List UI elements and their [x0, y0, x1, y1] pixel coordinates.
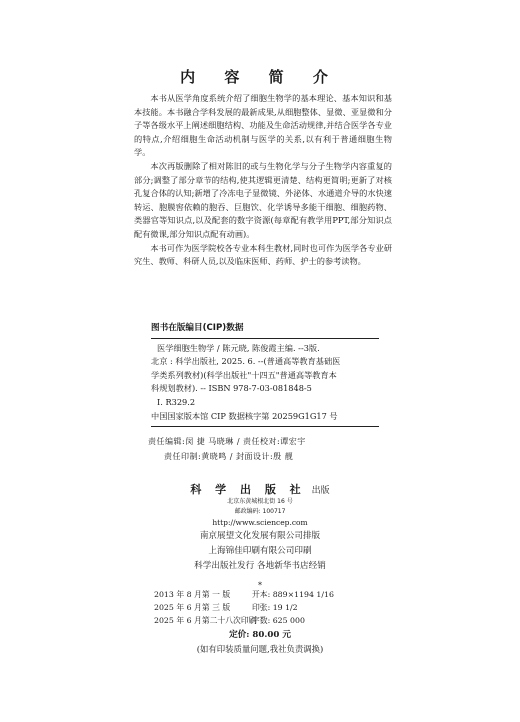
summary-paragraph: 本书可作为医学院校各专业本科生教材,同时也可作为医学各专业研究生、教师、科研人员,以及临床医师、药师、护士的参考读物。	[134, 242, 392, 267]
printer-line: 上海锦佳印刷有限公司印刷	[208, 546, 312, 556]
separator-star: *	[258, 581, 262, 590]
cip-body	[151, 342, 379, 424]
publisher-postcode: 邮政编码: 100717	[234, 508, 286, 515]
cip-line: Ⅰ. R329.2	[157, 396, 196, 407]
typesetter-line: 南京展望文化发展有限公司排版	[199, 531, 321, 541]
cip-block	[151, 322, 379, 427]
spec-row	[154, 588, 394, 601]
publisher-block	[0, 478, 520, 592]
format-info: 字数: 625 000	[252, 616, 305, 625]
editors-line: 责任印制:黄晓鸣 / 封面设计:殷 靓	[164, 452, 294, 461]
spec-row	[154, 614, 394, 627]
divider	[151, 426, 379, 427]
format-info: 印张: 19 1/2	[252, 603, 298, 612]
cip-heading: 图书在版编目(CIP)数据	[151, 323, 244, 333]
publisher-url: http://www.sciencep.com	[212, 518, 308, 527]
divider	[151, 338, 379, 339]
cip-line: 科规划教材). -- ISBN 978-7-03-081848-5	[151, 383, 312, 394]
cip-line: 北京 : 科学出版社, 2025. 6. --(普通高等教育基础医	[151, 356, 341, 367]
cip-line: 中国国家版本馆 CIP 数据核字第 20259G1G17 号	[151, 410, 338, 421]
format-info: 开本: 889×1194 1/16	[252, 590, 334, 599]
quality-notice: (如有印装质量问题,我社负责调换)	[196, 644, 324, 654]
cip-line: 学类系列教材)(科学出版社"十四五"普通高等教育本	[151, 369, 337, 380]
editors-line: 责任编辑:闵 捷 马晓琳 / 责任校对:谭宏宇	[148, 437, 306, 446]
edition-info: 2013 年 8 月第 一 版	[154, 590, 231, 599]
summary-section	[134, 92, 392, 269]
edition-info: 2025 年 6 月第 三 版	[154, 603, 231, 612]
distributor-line: 科学出版社发行 各地新华书店经销	[194, 561, 326, 571]
summary-paragraph: 本书从医学角度系统介绍了细胞生物学的基本理论、基本知识和基本技能。本书融合学科发展的最新成果,从细胞整体、显微、亚显微和分子等各级水平上阐述细胞结构、功能及生命活动规律,并结合医学各专业的特点,介绍细胞生命活动机制与医学的关系,以有利于普通细胞生物学。	[134, 93, 392, 158]
edition-info: 2025 年 6 月第二十八次印刷	[154, 616, 257, 625]
page-title: 内 容 简 介	[180, 68, 340, 86]
publisher-logo: 科 学 出 版 社	[190, 483, 306, 496]
editors-block	[148, 434, 388, 464]
cip-line: 医学细胞生物学 / 陈元晓, 陈俊霞主编. --3版.	[157, 342, 320, 353]
edition-specs	[154, 588, 394, 627]
summary-paragraph: 本次再版删除了相对陈旧的或与生物化学与分子生物学内容重复的部分;调整了部分章节的结构,使其逻辑更清楚、结构更简明;更新了对核孔复合体的认知;新增了冷冻电子显微镜、外泌体、水通道介导的水快速转运、胞膜窖依赖的胞吞、巨胞饮、化学诱导多能干细胞、细胞药物、类器官等知识点,以及配套的数字资源(每章配有教学用PPT,部分知识点配有微课,部分知识点配有动画)。	[134, 160, 392, 239]
price: 定价: 80.00 元	[229, 630, 291, 640]
spec-row	[154, 601, 394, 614]
publisher-suffix: 出版	[311, 486, 330, 496]
publisher-address: 北京东黄城根北街 16 号	[227, 498, 293, 505]
